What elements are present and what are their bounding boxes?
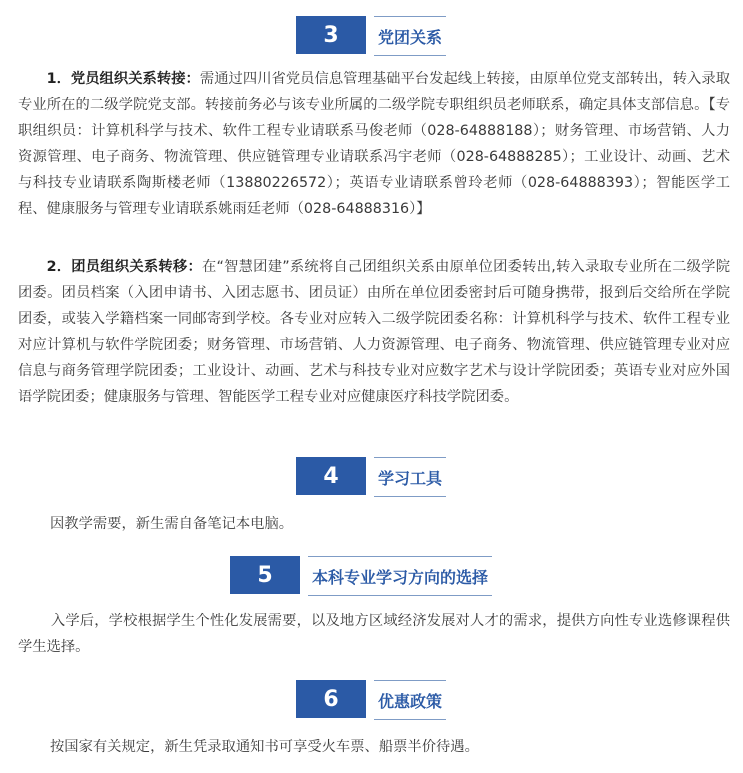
section-4-header (296, 457, 446, 497)
section-title: 优惠政策 (378, 691, 443, 711)
party-member-transfer-paragraph (18, 66, 730, 222)
section-title: 党团关系 (378, 27, 443, 47)
section-title: 学习工具 (378, 468, 443, 488)
section-title-frame (374, 16, 446, 56)
paragraph-text: 因教学需要，新生需自备笔记本电脑。 (50, 516, 294, 532)
section-3-header (296, 16, 446, 56)
study-tools-paragraph (50, 511, 730, 537)
league-member-transfer-paragraph (18, 254, 730, 410)
section-number-badge: 5 (230, 556, 300, 594)
section-title-frame (374, 457, 446, 497)
section-6-header (296, 680, 446, 720)
section-number-badge: 3 (296, 16, 366, 54)
section-number-badge: 4 (296, 457, 366, 495)
paragraph-text: 在“智慧团建”系统将自己团组织关系由原单位团委转出,转入录取专业所在二级学院团委。团员档案（入团申请书、入团志愿书、团员证）由所在单位团委密封后可随身携带，报到后交给所在学院团委，或装入学籍档案一同邮寄到学校。各专业对应转入二级学院团委名称：计算机科学与技术、软件工程专业对应计算机与软件学院团委；财务管理、市场营销、人力资源管理、电子商务、物流管理、供应链管理专业对应信息与商务管理学院团委；工业设计、动画、艺术与科技专业对应数字艺术与设计学院团委；英语专业对应外国语学院团委；健康服务与管理、智能医学工程专业对应健康医疗科技学院团委。 (18, 259, 731, 405)
paragraph-text: 按国家有关规定，新生凭录取通知书可享受火车票、船票半价待遇。 (50, 739, 479, 755)
section-5-header (230, 556, 492, 596)
section-title-frame (308, 556, 492, 596)
preferential-policy-paragraph (50, 734, 730, 760)
paragraph-text: 入学后，学校根据学生个性化发展需要，以及地方区域经济发展对人才的需求，提供方向性专业选修课程供学生选择。 (18, 613, 730, 655)
section-title-frame (374, 680, 446, 720)
section-number-badge: 6 (296, 680, 366, 718)
section-title: 本科专业学习方向的选择 (312, 567, 489, 587)
paragraph-label: 2．团员组织关系转移： (46, 259, 202, 275)
paragraph-label: 1．党员组织关系转接： (46, 71, 200, 87)
major-direction-paragraph (18, 608, 730, 660)
paragraph-text: 需通过四川省党员信息管理基础平台发起线上转接，由原单位党支部转出，转入录取专业所在的二级学院党支部。转接前务必与该专业所属的二级学院专职组织员老师联系，确定具体支部信息。【专职组织员：计算机科学与技术、软件工程专业请联系马俊老师（028-64888188）；财务管理、市场营销、人力资源管理、电子商务、物流管理、供应链管理专业请联系冯宇老师（028-64888285）；工业设计、动画、艺术与科技专业请联系陶斯楼老师（13880226572）；英语专业请联系曾玲老师（028-64888393）；智能医学工程、健康服务与管理专业请联系姚雨廷老师（028-64888316）】 (18, 71, 731, 217)
